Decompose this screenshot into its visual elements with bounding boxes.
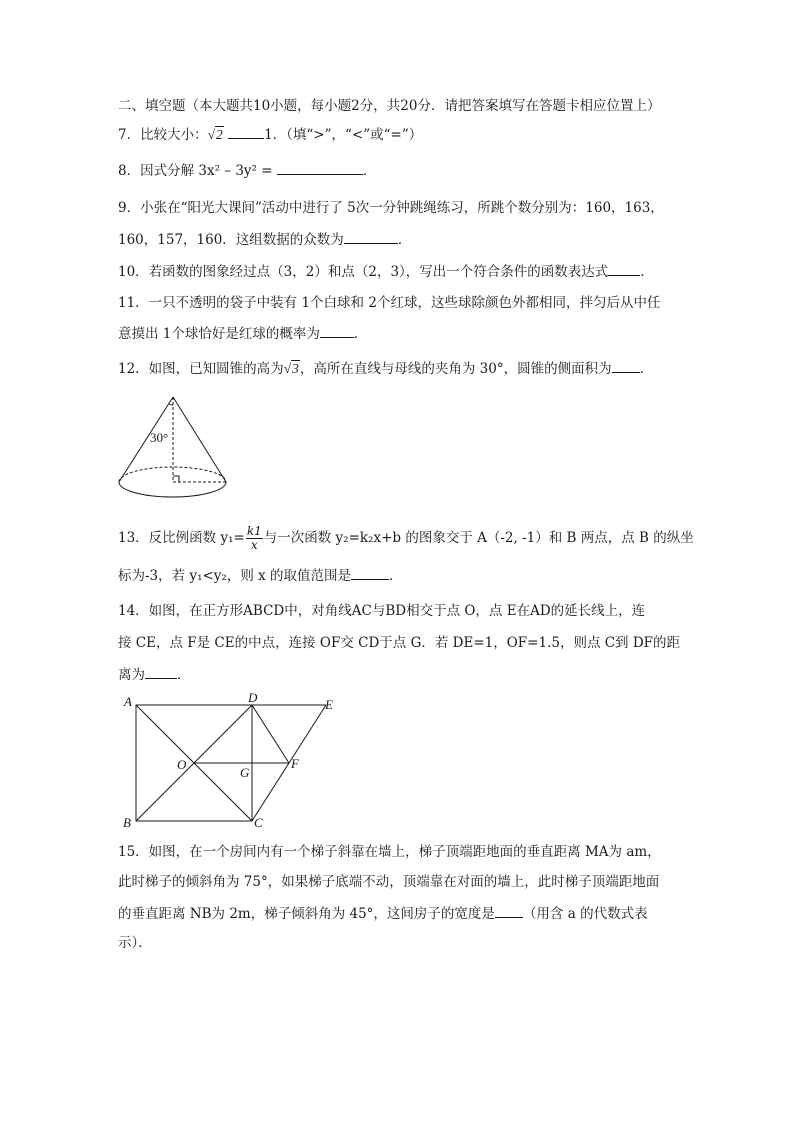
question-11-line2 [118, 323, 367, 344]
q7-text-a: 7．比较大小： [118, 127, 208, 143]
question-15-line1: 15．如图，在一个房间内有一个梯子斜靠在墙上，梯子顶端距地面的垂直距离 MA为 am， [118, 844, 661, 860]
q15-text-a: 的垂直距离 NB为 2m，梯子倾斜角为 45°，这间房子的宽度是 [118, 906, 495, 922]
question-8 [118, 160, 376, 181]
cone-angle-label: 30° [150, 430, 169, 445]
q13-text-d: ． [389, 568, 403, 584]
question-13-line2 [118, 565, 403, 586]
question-10 [118, 261, 654, 282]
question-13-line1 [118, 523, 694, 553]
answer-blank [277, 160, 363, 175]
q7-radicand: 2 [216, 127, 223, 142]
q11-text-b: ． [353, 326, 368, 342]
answer-blank [320, 323, 354, 338]
q12-text-b: ，高所在直线与母线的夹角为 30°，圆锥的侧面积为 [299, 361, 612, 377]
label-b: B [123, 815, 131, 830]
angle-arc [169, 404, 173, 405]
square-figure [118, 690, 348, 832]
q13-text-a: 13．反比例函数 y₁= [118, 530, 245, 546]
q13-text-c: 标为-3，若 y₁<y₂，则 x 的取值范围是 [118, 568, 352, 584]
cone-figure [114, 390, 234, 505]
q9-text-b: ． [397, 232, 412, 248]
answer-blank [228, 124, 264, 139]
right-angle-mark [173, 476, 179, 482]
question-14-line1: 14．如图，在正方形ABCD中，对角线AC与BD相交于点 O，点 E在AD的延长线上，连 [118, 603, 646, 619]
q12-text-a: 12．如图，已知圆锥的高为 [118, 361, 284, 377]
question-7 [118, 124, 422, 145]
segment-df [252, 705, 289, 763]
answer-blank [608, 261, 640, 276]
q8-text-b: ． [362, 163, 377, 179]
question-9-line2 [118, 229, 411, 250]
answer-blank [344, 229, 398, 244]
question-11-line1: 11．一只不透明的袋子中装有 1个白球和 2个红球，这些球除颜色外都相同，拌匀后从中任 [118, 295, 661, 311]
label-g: G [240, 765, 250, 780]
question-15-line4: 示）． [118, 935, 152, 951]
q13-text-b: 与一次函数 y₂=k₂x+b 的图象交于 A（-2, -1）和 B 两点，点 B 的纵坐 [263, 530, 694, 546]
q10-text-b: ． [640, 264, 654, 280]
answer-blank [351, 565, 389, 580]
q14-text-a: 离为 [118, 667, 145, 683]
question-15-line3 [118, 903, 648, 924]
answer-blank [612, 358, 640, 373]
q14-text-b: ． [177, 667, 191, 683]
label-a: A [124, 694, 132, 709]
question-14-line2: 接 CE，点 F是 CE的中点，连接 OF交 CD于点 G．若 DE=1，OF=1.5，则点 C到 DF的距 [118, 635, 681, 651]
label-e: E [325, 697, 333, 712]
answer-blank [495, 903, 523, 918]
fraction-numerator: k1 [246, 524, 262, 538]
answer-blank [145, 664, 177, 679]
q15-text-b: （用含 a 的代数式表 [522, 906, 648, 922]
sqrt-symbol: √2 [207, 127, 223, 142]
fraction-denominator: x [250, 538, 258, 552]
question-14-line3 [118, 664, 191, 685]
section-header: 二、填空题（本大题共10小题，每小题2分，共20分．请把答案填写在答题卡相应位置上） [118, 98, 661, 114]
label-f: F [291, 756, 299, 771]
question-15-line2: 此时梯子的倾斜角为 75°，如果梯子底端不动，顶端靠在对面的墙上，此时梯子顶端距地面 [118, 874, 660, 890]
q12-radicand: 3 [292, 361, 299, 376]
q12-text-c: ． [639, 361, 654, 377]
q10-text-a: 10．若函数的图象经过点（3，2）和点（2，3），写出一个符合条件的函数表达式 [118, 264, 609, 280]
question-9-line1: 9．小张在“阳光大课间”活动中进行了 5次一分钟跳绳练习，所跳个数分别为：160，163， [118, 200, 664, 216]
q8-text-a: 8．因式分解 3x² – 3y² = [118, 163, 277, 179]
label-o: O [177, 757, 187, 772]
q9-text-a: 160，157，160．这组数据的众数为 [118, 232, 344, 248]
label-d: D [248, 690, 258, 705]
cone-base-front [119, 482, 226, 497]
sqrt-symbol: √3 [283, 361, 299, 376]
question-12 [118, 358, 653, 379]
fraction [246, 525, 263, 552]
q7-text-b: 1．（填“>”，“<”或“=”） [264, 127, 423, 143]
q11-text-a: 意摸出 1个球恰好是红球的概率为 [118, 326, 320, 342]
label-c: C [254, 815, 263, 830]
